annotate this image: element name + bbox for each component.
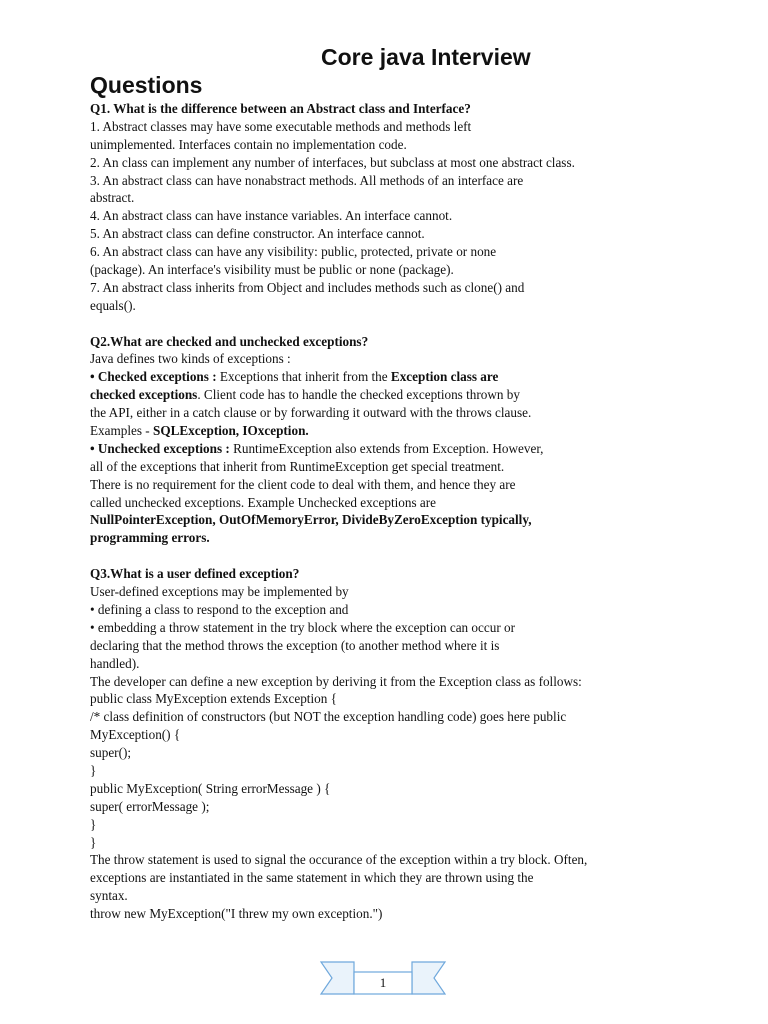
- q3-line: • defining a class to respond to the exception and: [90, 601, 349, 617]
- q1-line: 4. An abstract class can have instance variables. An interface cannot.: [90, 208, 453, 224]
- document-title: Core java Interview: [321, 44, 531, 70]
- q3-line: super();: [90, 745, 132, 761]
- document-body: [90, 100, 690, 923]
- q1-line: unimplemented. Interfaces contain no implementation code.: [90, 136, 407, 152]
- checked-text: . Client code has to handle the checked exceptions thrown by: [197, 387, 520, 403]
- checked-bold-text: checked exceptions: [90, 387, 198, 403]
- q3-line: handled).: [90, 655, 140, 671]
- q2-heading: Q2.What are checked and unchecked exceptions?: [90, 333, 369, 349]
- q2-unchecked-line: all of the exceptions that inherit from RuntimeException get special treatment.: [90, 458, 505, 474]
- q1-line: (package). An interface's visibility must be public or none (package).: [90, 262, 454, 278]
- q3-line: MyException() {: [90, 727, 181, 743]
- q2-unchecked-line: There is no requirement for the client code to deal with them, and hence they are: [90, 476, 516, 492]
- q3-line: }: [90, 816, 97, 832]
- checked-bold-text: Exception class are: [390, 369, 499, 385]
- q3-line: • embedding a throw statement in the try block where the exception can occur or: [90, 619, 516, 635]
- q3-line: }: [90, 762, 97, 778]
- paragraph-gap: [90, 315, 690, 333]
- unchecked-text: RuntimeException also extends from Exception. However,: [229, 440, 544, 456]
- q1-line: 7. An abstract class inherits from Object and includes methods such as clone() and: [90, 279, 525, 295]
- q1-line: 2. An class can implement any number of interfaces, but subclass at most one abstract class.: [90, 154, 575, 170]
- checked-text: Exceptions that inherit from the: [216, 369, 391, 385]
- q2-checked-line: the API, either in a catch clause or by forwarding it outward with the throws clause.: [90, 405, 532, 421]
- q3-line: super( errorMessage );: [90, 798, 210, 814]
- q1-line: 6. An abstract class can have any visibility: public, protected, private or none: [90, 244, 497, 260]
- page-number: 1: [379, 975, 387, 990]
- q3-line: exceptions are instantiated in the same statement in which they are thrown using the: [90, 870, 534, 886]
- q1-line: abstract.: [90, 190, 135, 206]
- paragraph-gap: [90, 547, 690, 565]
- q2-intro: Java defines two kinds of exceptions :: [90, 351, 291, 367]
- q2-unchecked-line: called unchecked exceptions. Example Unchecked exceptions are: [90, 494, 437, 510]
- q3-line: public class MyException extends Exception {: [90, 691, 337, 707]
- unchecked-label: • Unchecked exceptions :: [90, 440, 230, 456]
- page-number-banner: [318, 956, 448, 1002]
- q2-examples-line: [90, 422, 690, 440]
- q1-heading: Q1. What is the difference between an Abstract class and Interface?: [90, 101, 471, 116]
- q3-line: /* class definition of constructors (but NOT the exception handling code) goes here public: [90, 709, 567, 725]
- q1-line: 3. An abstract class can have nonabstract methods. All methods of an interface are: [90, 172, 524, 188]
- q3-line: throw new MyException("I threw my own exception."): [90, 906, 383, 922]
- q3-line: }: [90, 834, 97, 850]
- q1-line: 5. An abstract class can define constructor. An interface cannot.: [90, 226, 425, 242]
- q3-line: public MyException( String errorMessage ) {: [90, 780, 331, 796]
- checked-label: • Checked exceptions :: [90, 369, 217, 385]
- q1-line: equals().: [90, 297, 136, 313]
- q3-line: declaring that the method throws the exception (to another method where it is: [90, 637, 500, 653]
- q2-unchecked-line: [90, 440, 690, 458]
- q1-line: 1. Abstract classes may have some executable methods and methods left: [90, 118, 472, 134]
- q3-line: The throw statement is used to signal the occurance of the exception within a try block. Often,: [90, 852, 588, 868]
- q3-heading: Q3.What is a user defined exception?: [90, 566, 300, 582]
- q2-unchecked-bold-line: programming errors.: [90, 530, 210, 546]
- q3-line: User-defined exceptions may be implemented by: [90, 584, 349, 600]
- q3-line: The developer can define a new exception by deriving it from the Exception class as follows:: [90, 673, 582, 689]
- q3-line: syntax.: [90, 888, 128, 904]
- document-title-continued: Questions: [90, 72, 203, 98]
- examples-bold: SQLException, IOxception.: [153, 423, 309, 439]
- q2-checked-line: [90, 368, 690, 386]
- q2-checked-line: [90, 386, 690, 404]
- q2-unchecked-bold-line: NullPointerException, OutOfMemoryError, DivideByZeroException typically,: [90, 512, 532, 528]
- examples-label: Examples -: [90, 423, 153, 439]
